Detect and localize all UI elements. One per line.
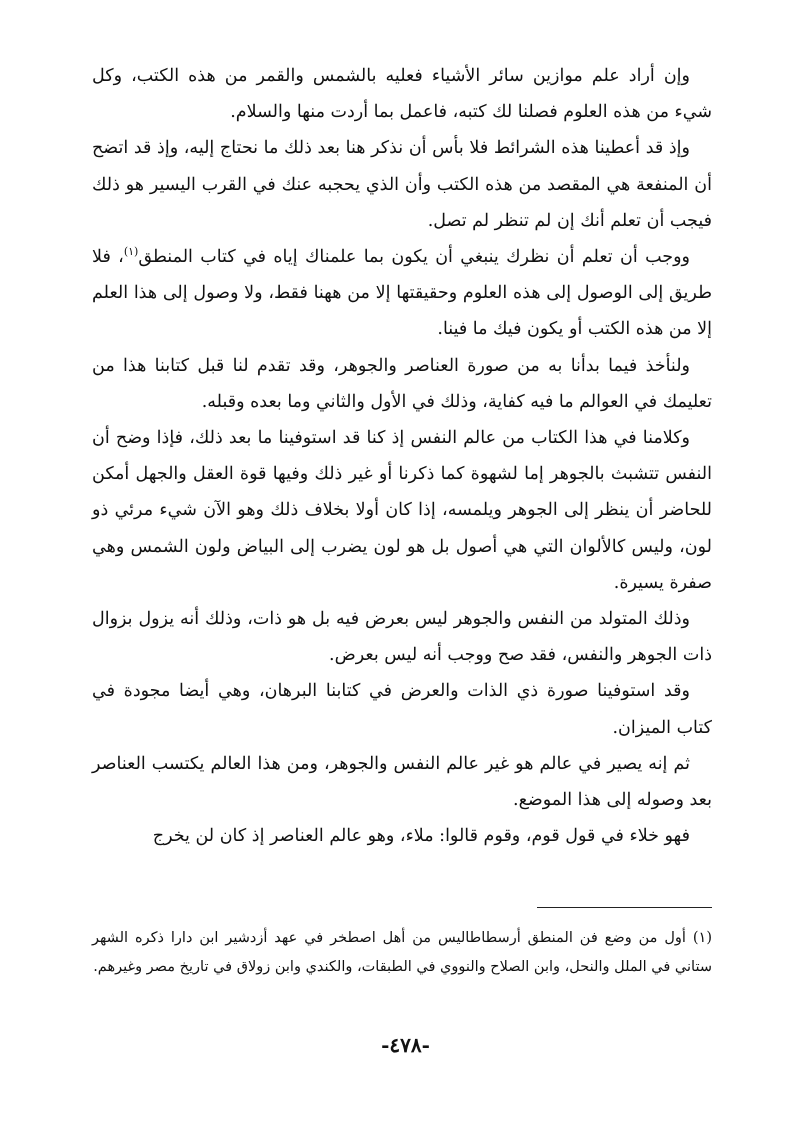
footnote-separator <box>537 907 712 908</box>
paragraph: وقد استوفينا صورة ذي الذات والعرض في كتابنا البرهان، وهي أيضا مجودة في كتاب الميزان. <box>92 681 712 738</box>
paragraph: وذلك المتولد من النفس والجوهر ليس بعرض فيه بل هو ذات، وذلك أنه يزول بزوال ذات الجوهر والنفس، فقد صح ووجب أنه ليس بعرض. <box>92 609 712 666</box>
paragraph: فهو خلاء في قول قوم، وقوم قالوا: ملاء، وهو عالم العناصر إذ كان لن يخرج <box>152 826 690 847</box>
paragraph-text: ، فلا طريق إلى الوصول إلى هذه العلوم وحقيقتها إلا من ههنا فقط، ولا وصول إلى هذا العلم إلا من هذه الكتب أو يكون فيك ما فينا. <box>92 247 712 340</box>
page-number: -٤٧٨- <box>381 1033 430 1057</box>
footnote: (١) أول من وضع فن المنطق أرسطاطاليس من أهل اصطخر في عهد أزدشير ابن دارا ذكره الشهر ستاني في الملل والنحل، وابن الصلاح والنووي في الطبقات، والكندي وابن زولاق في تاريخ مصر وغيرهم. <box>92 930 712 975</box>
paragraph-text: ووجب أن تعلم أن نظرك ينبغي أن يكون بما علمناك إياه في كتاب المنطق <box>138 247 690 268</box>
paragraph: وإذ قد أعطينا هذه الشرائط فلا بأس أن نذكر هنا بعد ذلك ما نحتاج إليه، وإذ قد اتضح أن المنفعة هي المقصد من هذه الكتب وأن الذي يحجبه عنك في القرب اليسير هو ذلك فيجب أن تعلم أنك إن لم تنظر لم تصل. <box>92 138 712 231</box>
paragraph <box>92 239 712 348</box>
paragraph: ولنأخذ فيما بدأنا به من صورة العناصر والجوهر، وقد تقدم لنا قبل كتابنا هذا من تعليمك في العوالم ما فيه كفاية، وذلك في الأول والثاني وما بعده وقبله. <box>92 355 712 412</box>
main-text <box>92 58 712 854</box>
paragraph: ثم إنه يصير في عالم هو غير عالم النفس والجوهر، ومن هذا العالم يكتسب العناصر بعد وصوله إلى هذا الموضع. <box>92 753 712 811</box>
paragraph: وإن أراد علم موازين سائر الأشياء فعليه بالشمس والقمر من هذه الكتب، وكل شيء من هذه العلوم فصلنا لك كتبه، فاعمل بما أردت منها والسلام. <box>92 66 712 123</box>
paragraph: وكلامنا في هذا الكتاب من عالم النفس إذ كنا قد استوفينا ما بعد ذلك، فإذا وضح أن النفس تتشبث بالجوهر إما لشهوة كما ذكرنا أو غير ذلك وفيها قوة العقل والجهل أمكن للحاضر أن ينظر إلى الجوهر ويلمسه، إذا كان أولا بخلاف ذلك وهو الآن شيء مرئي ذو لون، وليس كالألوان التي هي أصول بل هو لون يضرب إلى البياض ولون الشمس وهي صفرة يسيرة. <box>92 428 712 593</box>
footnote-reference[interactable]: (١) <box>123 245 139 259</box>
